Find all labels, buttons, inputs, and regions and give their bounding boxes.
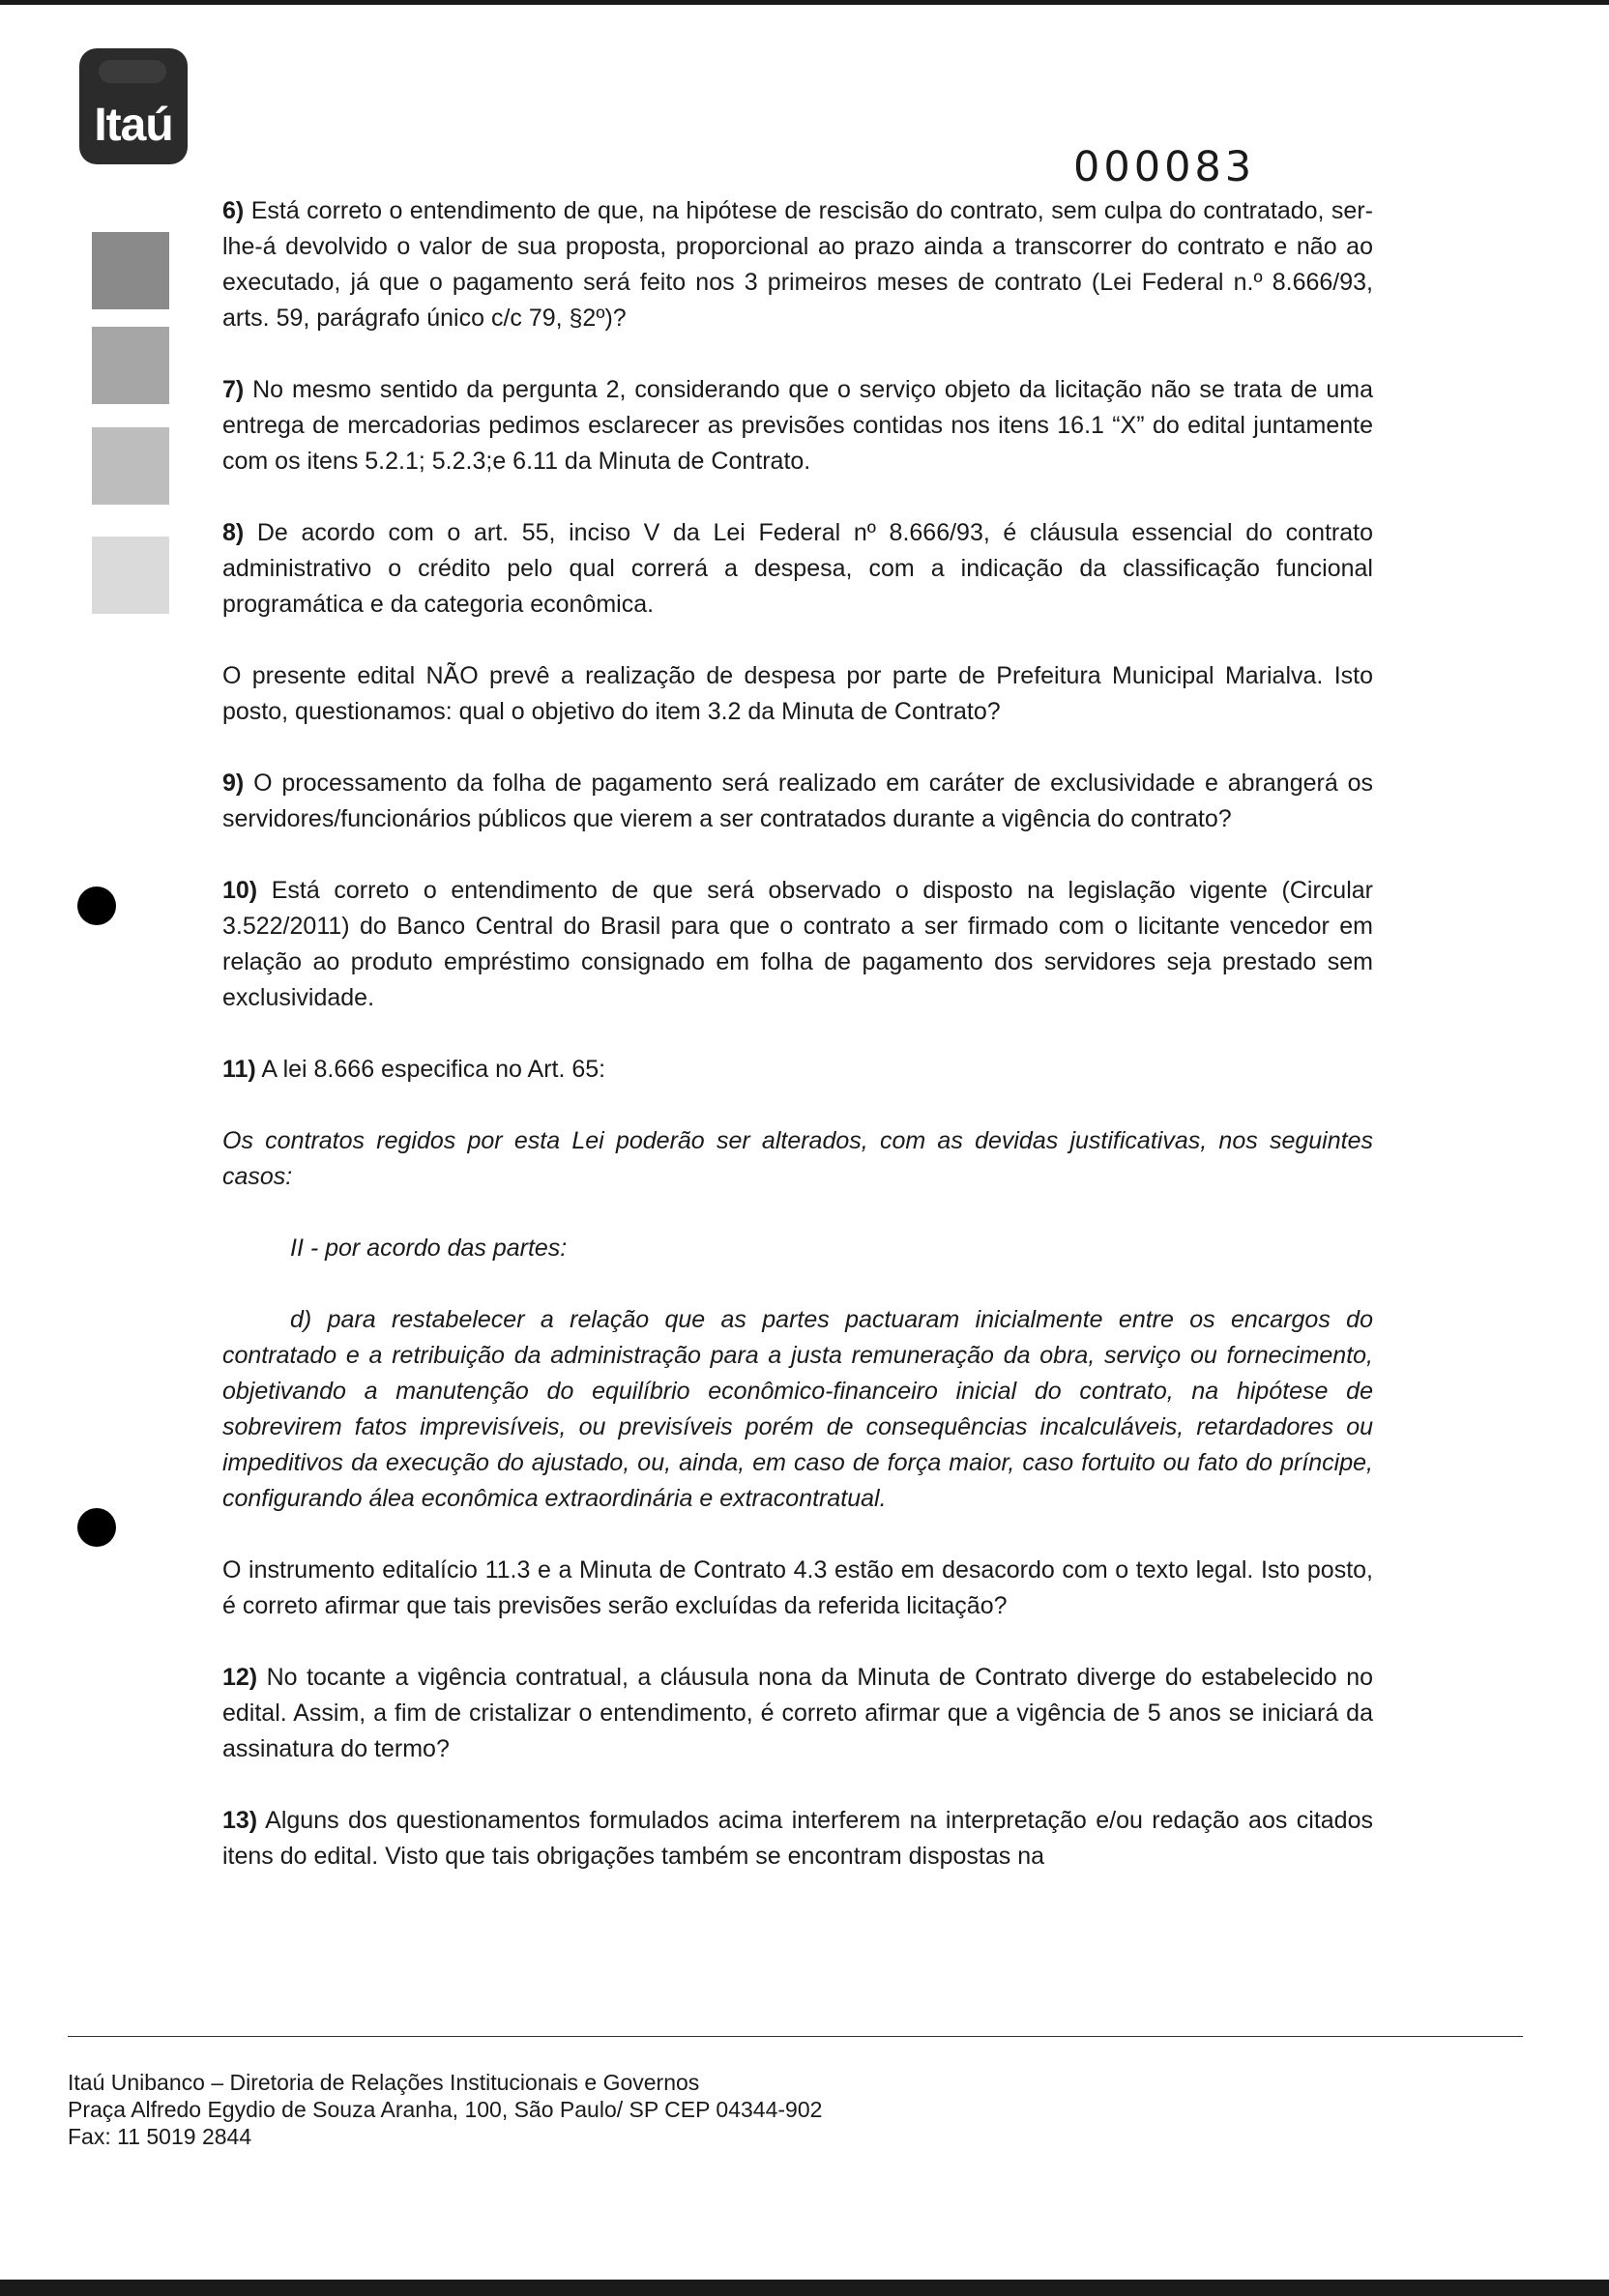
page-number-stamp: 000083 <box>1073 143 1256 191</box>
law-quote-intro: Os contratos regidos por esta Lei poderão ser alterados, com as devidas justificativas, nos seguintes casos: <box>222 1127 1373 1190</box>
question-text: Está correto o entendimento de que será observado o disposto na legislação vigente (Circular 3.522/2011) do Banco Central do Brasil para que o contrato a ser firmado com o licitante vencedor em relação ao produto empréstimo consignado em folha de pagamento dos servidores seja prestado sem exclusividade. <box>222 877 1373 1011</box>
question-text: O processamento da folha de pagamento será realizado em caráter de exclusividade e abrangerá os servidores/funcionários públicos que vierem a ser contratados durante a vigência do contrato? <box>222 770 1373 832</box>
logo-highlight <box>99 60 166 83</box>
punch-hole <box>77 1508 116 1547</box>
question-number: 8) <box>222 519 245 546</box>
gray-square-marker <box>92 327 169 404</box>
footer <box>68 2069 822 2150</box>
question-number: 9) <box>222 770 245 797</box>
punch-hole <box>77 886 116 925</box>
question-13 <box>222 1803 1373 1875</box>
footer-separator <box>68 2036 1523 2037</box>
question-12 <box>222 1660 1373 1767</box>
itau-logo <box>79 48 188 164</box>
question-text: No tocante a vigência contratual, a cláusula nona da Minuta de Contrato diverge do estabelecido no edital. Assim, a fim de cristalizar o entendimento, é correto afirmar que a vigência de 5 anos se iniciará da assinatura do termo? <box>222 1664 1373 1762</box>
question-8-followup: O presente edital NÃO prevê a realização de despesa por parte de Prefeitura Municipal Marialva. Isto posto, questionamos: qual o objetivo do item 3.2 da Minuta de Contrato? <box>222 662 1373 725</box>
question-11 <box>222 1052 1373 1088</box>
scan-bottom-edge <box>0 2280 1609 2296</box>
question-number: 7) <box>222 376 245 403</box>
gray-square-marker <box>92 427 169 505</box>
question-text: Está correto o entendimento de que, na hipótese de rescisão do contrato, sem culpa do contratado, ser-lhe-á devolvido o valor de sua proposta, proporcional ao prazo ainda a transcorrer do contrato e não ao executado, já que o pagamento será feito nos 3 primeiros meses de contrato (Lei Federal n.º 8.666/93, arts. 59, parágrafo único c/c 79, §2º)? <box>222 197 1373 332</box>
logo-text: Itaú <box>94 100 173 151</box>
footer-line-3: Fax: 11 5019 2844 <box>68 2124 252 2149</box>
question-10 <box>222 873 1373 1016</box>
question-number: 11) <box>222 1056 256 1083</box>
document-body <box>222 193 1373 1875</box>
question-text: No mesmo sentido da pergunta 2, considerando que o serviço objeto da licitação não se trata de uma entrega de mercadorias pedimos esclarecer as previsões contidas nos itens 16.1 “X” do edital juntamente com os itens 5.2.1; 5.2.3;e 6.11 da Minuta de Contrato. <box>222 376 1373 475</box>
question-11-followup: O instrumento editalício 11.3 e a Minuta de Contrato 4.3 estão em desacordo com o texto legal. Isto posto, é correto afirmar que tais previsões serão excluídas da referida licitação? <box>222 1556 1373 1619</box>
question-number: 10) <box>222 877 258 904</box>
scan-top-edge <box>0 0 1609 5</box>
question-text: A lei 8.666 especifica no Art. 65: <box>255 1056 606 1083</box>
footer-line-1: Itaú Unibanco – Diretoria de Relações Institucionais e Governos <box>68 2070 700 2095</box>
question-6 <box>222 193 1373 336</box>
question-8 <box>222 515 1373 623</box>
gray-square-marker <box>92 537 169 614</box>
question-9 <box>222 766 1373 837</box>
question-text: Alguns dos questionamentos formulados acima interferem na interpretação e/ou redação aos citados itens do edital. Visto que tais obrigações também se encontram dispostas na <box>222 1807 1373 1870</box>
question-number: 13) <box>222 1807 258 1834</box>
question-number: 6) <box>222 197 245 224</box>
law-quote-subitem: d) para restabelecer a relação que as partes pactuaram inicialmente entre os encargos do contratado e a retribuição da administração para a justa remuneração da obra, serviço ou fornecimento, objetivando a manutenção do equilíbrio econômico-financeiro inicial do contrato, na hipótese de sobrevirem fatos imprevisíveis, ou previsíveis porém de consequências incalculáveis, retardadores ou impeditivos da execução do ajustado, ou, ainda, em caso de força maior, caso fortuito ou fato do príncipe, configurando álea econômica extraordinária e extracontratual. <box>222 1306 1373 1512</box>
law-quote-item: II - por acordo das partes: <box>290 1235 568 1262</box>
question-number: 12) <box>222 1664 258 1691</box>
question-text: De acordo com o art. 55, inciso V da Lei Federal nº 8.666/93, é cláusula essencial do contrato administrativo o crédito pelo qual correrá a despesa, com a indicação da classificação funcional programática e da categoria econômica. <box>222 519 1373 618</box>
gray-square-marker <box>92 232 169 309</box>
footer-line-2: Praça Alfredo Egydio de Souza Aranha, 100, São Paulo/ SP CEP 04344-902 <box>68 2097 823 2122</box>
question-7 <box>222 372 1373 480</box>
